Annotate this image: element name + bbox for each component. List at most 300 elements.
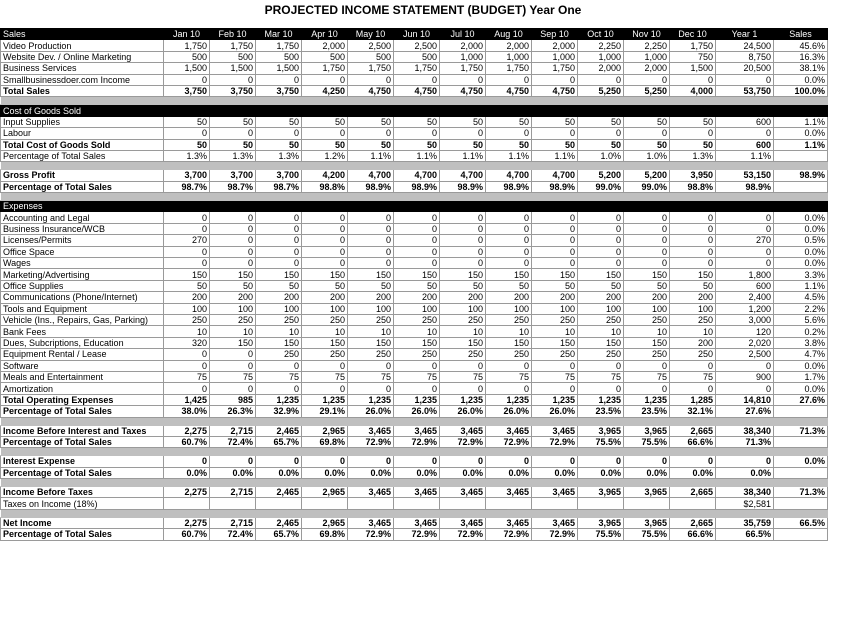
separator-cell	[1, 162, 828, 170]
row-value: 72.9%	[348, 436, 394, 447]
table-row	[1, 529, 828, 540]
row-value: 2,000	[486, 40, 532, 51]
row-value: 4,200	[302, 170, 348, 181]
row-value: 500	[164, 51, 210, 62]
row-value: 50	[210, 116, 256, 127]
column-header: Jul 10	[440, 29, 486, 40]
row-value: 2,500	[394, 40, 440, 51]
row-value: 0	[210, 349, 256, 360]
row-value: 0	[302, 128, 348, 139]
row-value: 75	[256, 371, 302, 382]
row-value: 69.8%	[302, 529, 348, 540]
row-value: 26.0%	[440, 406, 486, 417]
row-value: 200	[210, 292, 256, 303]
row-value: 250	[164, 314, 210, 325]
row-value: 1.3%	[670, 150, 716, 161]
row-value: 23.5%	[624, 406, 670, 417]
row-value: 4,750	[348, 85, 394, 96]
row-value	[774, 498, 828, 509]
row-value	[394, 498, 440, 509]
row-value: 27.6%	[716, 406, 774, 417]
row-value: 3,965	[578, 425, 624, 436]
row-label: Percentage of Total Sales	[1, 529, 164, 540]
header-blank-cell	[486, 105, 532, 116]
row-value: 0	[532, 456, 578, 467]
row-value: 1,235	[578, 394, 624, 405]
row-value: 1,235	[486, 394, 532, 405]
row-value: 2,000	[532, 40, 578, 51]
row-label: Input Supplies	[1, 116, 164, 127]
row-value: 98.9%	[532, 181, 578, 192]
row-value: 150	[256, 269, 302, 280]
row-value: 0	[532, 74, 578, 85]
column-header: Sales	[774, 29, 828, 40]
row-value: 53,150	[716, 170, 774, 181]
row-value: 26.3%	[210, 406, 256, 417]
row-value: 3,700	[256, 170, 302, 181]
row-value: 98.9%	[716, 181, 774, 192]
row-value: 2,965	[302, 425, 348, 436]
row-value: 0	[578, 383, 624, 394]
row-value: 250	[624, 349, 670, 360]
income-statement-table	[0, 28, 828, 541]
header-blank-cell	[302, 105, 348, 116]
table-row	[1, 326, 828, 337]
row-value: 5,250	[624, 85, 670, 96]
row-value: 75	[532, 371, 578, 382]
section-separator	[1, 162, 828, 170]
row-label: Wages	[1, 258, 164, 269]
row-value: 3,465	[440, 487, 486, 498]
row-value	[774, 181, 828, 192]
row-value: 0.5%	[774, 235, 828, 246]
row-value: 98.9%	[774, 170, 828, 181]
row-value: 250	[670, 349, 716, 360]
row-value: 0	[440, 246, 486, 257]
separator-cell	[1, 448, 828, 456]
row-value: 0	[624, 223, 670, 234]
table-row	[1, 40, 828, 51]
row-label: Office Supplies	[1, 280, 164, 291]
row-value: 0	[670, 74, 716, 85]
row-value: 50	[624, 139, 670, 150]
row-value: 0.0%	[774, 360, 828, 371]
row-value: 0	[486, 223, 532, 234]
row-value: 2,715	[210, 517, 256, 528]
row-value: 75	[210, 371, 256, 382]
row-value: 0	[256, 383, 302, 394]
row-value: 0.0%	[670, 467, 716, 478]
row-value: 900	[716, 371, 774, 382]
table-row	[1, 456, 828, 467]
row-value: 3,750	[210, 85, 256, 96]
row-value: 0	[716, 258, 774, 269]
section-header-row	[1, 105, 828, 116]
row-label: Amortization	[1, 383, 164, 394]
row-value: 10	[670, 326, 716, 337]
row-value: 0	[440, 223, 486, 234]
table-row	[1, 85, 828, 96]
row-value: 10	[256, 326, 302, 337]
row-value: 66.6%	[670, 529, 716, 540]
row-label: Percentage of Total Sales	[1, 406, 164, 417]
row-value: 60.7%	[164, 529, 210, 540]
row-value: 0	[348, 74, 394, 85]
row-value: 0	[256, 74, 302, 85]
row-value: 150	[302, 269, 348, 280]
row-value: 0.0%	[532, 467, 578, 478]
row-label: Net Income	[1, 517, 164, 528]
row-value: 1,750	[256, 40, 302, 51]
row-value: 3.3%	[774, 269, 828, 280]
row-value: 0	[440, 456, 486, 467]
row-value: 600	[716, 139, 774, 150]
row-value: 0	[348, 235, 394, 246]
row-label: Total Sales	[1, 85, 164, 96]
row-value: 10	[578, 326, 624, 337]
row-value: 1,235	[256, 394, 302, 405]
row-value: 1.1%	[774, 139, 828, 150]
row-value: 0.0%	[774, 212, 828, 223]
row-value: 250	[486, 349, 532, 360]
table-row	[1, 383, 828, 394]
row-value: 0	[164, 74, 210, 85]
row-value: 150	[624, 269, 670, 280]
row-label: Vehicle (Ins., Repairs, Gas, Parking)	[1, 314, 164, 325]
header-blank-cell	[716, 201, 774, 212]
row-value: 0	[624, 360, 670, 371]
row-value: 0	[624, 383, 670, 394]
row-value: 150	[210, 337, 256, 348]
row-value: 150	[440, 269, 486, 280]
row-value: 98.7%	[256, 181, 302, 192]
row-value: 250	[394, 314, 440, 325]
header-blank-cell	[774, 201, 828, 212]
table-row	[1, 394, 828, 405]
row-value: 0	[210, 128, 256, 139]
row-value: 1.7%	[774, 371, 828, 382]
row-label: Percentage of Total Sales	[1, 150, 164, 161]
row-value: 75	[302, 371, 348, 382]
row-value: 3,465	[486, 425, 532, 436]
row-value: 150	[486, 337, 532, 348]
row-value: 1,750	[486, 63, 532, 74]
row-value: 0.0%	[394, 467, 440, 478]
row-label: Business Insurance/WCB	[1, 223, 164, 234]
row-value: 2,500	[348, 40, 394, 51]
row-value: 2,715	[210, 487, 256, 498]
row-value: 0	[348, 456, 394, 467]
row-value: 0	[256, 235, 302, 246]
table-row	[1, 269, 828, 280]
column-header: Year 1	[716, 29, 774, 40]
row-value: 26.0%	[532, 406, 578, 417]
row-value: 38.0%	[164, 406, 210, 417]
row-value: 0.0%	[302, 467, 348, 478]
row-value: 72.9%	[348, 529, 394, 540]
row-value: 50	[670, 116, 716, 127]
row-value: 250	[394, 349, 440, 360]
header-blank-cell	[532, 105, 578, 116]
row-value: 1,500	[210, 63, 256, 74]
row-value: 0	[486, 360, 532, 371]
row-label: Equipment Rental / Lease	[1, 349, 164, 360]
row-value: 2.2%	[774, 303, 828, 314]
row-label: Total Operating Expenses	[1, 394, 164, 405]
row-value: 250	[578, 349, 624, 360]
row-label: Licenses/Permits	[1, 235, 164, 246]
row-value: 985	[210, 394, 256, 405]
row-value: 0.0%	[716, 467, 774, 478]
row-label: Bank Fees	[1, 326, 164, 337]
row-value: 1,235	[348, 394, 394, 405]
row-value: 0	[486, 235, 532, 246]
row-value: 270	[716, 235, 774, 246]
row-value: 50	[394, 280, 440, 291]
row-value: 50	[440, 139, 486, 150]
row-value: 0	[302, 383, 348, 394]
row-value	[302, 498, 348, 509]
row-value: 2,250	[578, 40, 624, 51]
column-header: Sep 10	[532, 29, 578, 40]
header-blank-cell	[210, 105, 256, 116]
row-value: 0	[164, 212, 210, 223]
row-value: 71.3%	[716, 436, 774, 447]
row-value: 0	[256, 360, 302, 371]
row-value: 120	[716, 326, 774, 337]
row-value: 0	[210, 235, 256, 246]
row-value: 500	[348, 51, 394, 62]
row-value: 75.5%	[624, 436, 670, 447]
row-value: 3,465	[348, 517, 394, 528]
row-value: 3,965	[578, 517, 624, 528]
row-label: Percentage of Total Sales	[1, 467, 164, 478]
row-value: 50	[394, 116, 440, 127]
row-value: 0	[302, 456, 348, 467]
row-value	[774, 150, 828, 161]
row-value: 3,465	[394, 487, 440, 498]
row-value: 200	[348, 292, 394, 303]
row-value: 65.7%	[256, 436, 302, 447]
row-value: 0	[210, 246, 256, 257]
row-value	[348, 498, 394, 509]
row-value: 200	[440, 292, 486, 303]
row-value: 50	[348, 116, 394, 127]
table-row	[1, 406, 828, 417]
row-value: 0	[624, 258, 670, 269]
row-value: 20,500	[716, 63, 774, 74]
section-header-row	[1, 29, 828, 40]
row-value: 100	[394, 303, 440, 314]
row-value: 0	[578, 223, 624, 234]
section-header-row	[1, 201, 828, 212]
row-value: 250	[302, 349, 348, 360]
row-value: 0	[670, 235, 716, 246]
income-statement-sheet	[0, 28, 828, 541]
row-value: 0	[164, 223, 210, 234]
row-value: 71.3%	[774, 487, 828, 498]
row-value: 2,000	[440, 40, 486, 51]
row-value: 0	[716, 383, 774, 394]
row-value: 72.4%	[210, 436, 256, 447]
column-header: Oct 10	[578, 29, 624, 40]
row-value: 69.8%	[302, 436, 348, 447]
row-value: 0	[164, 456, 210, 467]
row-value: 50	[578, 116, 624, 127]
row-value: 1,750	[394, 63, 440, 74]
row-label: Dues, Subcriptions, Education	[1, 337, 164, 348]
header-blank-cell	[440, 105, 486, 116]
row-value: 150	[486, 269, 532, 280]
row-value: 150	[440, 337, 486, 348]
row-value: 29.1%	[302, 406, 348, 417]
row-value: 1.2%	[302, 150, 348, 161]
row-value: 0	[486, 212, 532, 223]
table-row	[1, 280, 828, 291]
row-value: 200	[532, 292, 578, 303]
row-label: Percentage of Total Sales	[1, 181, 164, 192]
row-value: 0	[348, 246, 394, 257]
row-value: 150	[394, 269, 440, 280]
row-value: 5.6%	[774, 314, 828, 325]
row-value: 2,500	[716, 349, 774, 360]
row-value: 2,465	[256, 487, 302, 498]
row-value: 1,750	[302, 63, 348, 74]
header-blank-cell	[164, 201, 210, 212]
row-value: 1.3%	[164, 150, 210, 161]
row-value: 0	[670, 360, 716, 371]
row-value: 150	[302, 337, 348, 348]
row-value: 10	[440, 326, 486, 337]
row-value: 1.0%	[578, 150, 624, 161]
row-value: 50	[164, 139, 210, 150]
row-value: 3,465	[348, 425, 394, 436]
row-value: 0	[348, 383, 394, 394]
row-value: 72.9%	[532, 436, 578, 447]
row-value: 250	[670, 314, 716, 325]
row-value: 0	[256, 128, 302, 139]
row-value: 0	[348, 128, 394, 139]
row-value: 98.8%	[670, 181, 716, 192]
row-value: 0	[164, 258, 210, 269]
row-value: 75	[348, 371, 394, 382]
table-row	[1, 181, 828, 192]
row-value: 32.1%	[670, 406, 716, 417]
section-header-label: Expenses	[1, 201, 164, 212]
row-value: 150	[578, 269, 624, 280]
row-value: 3,465	[394, 425, 440, 436]
row-label: Income Before Interest and Taxes	[1, 425, 164, 436]
row-value: 150	[256, 337, 302, 348]
row-value: 0	[578, 212, 624, 223]
row-value: 100	[440, 303, 486, 314]
table-row	[1, 498, 828, 509]
header-blank-cell	[670, 201, 716, 212]
row-value: 1,000	[624, 51, 670, 62]
row-value: 4,000	[670, 85, 716, 96]
row-value: 0	[578, 258, 624, 269]
table-row	[1, 128, 828, 139]
row-value: 1,500	[256, 63, 302, 74]
row-value: 0	[532, 360, 578, 371]
row-value: 26.0%	[348, 406, 394, 417]
separator-cell	[1, 479, 828, 487]
row-value: 250	[578, 314, 624, 325]
row-value: 75	[164, 371, 210, 382]
row-value: 8,750	[716, 51, 774, 62]
column-header: Apr 10	[302, 29, 348, 40]
row-value: 98.9%	[486, 181, 532, 192]
row-value: 4,750	[486, 85, 532, 96]
row-value: 0	[164, 383, 210, 394]
row-value: 10	[624, 326, 670, 337]
row-value: 4,700	[440, 170, 486, 181]
row-value: 1,235	[624, 394, 670, 405]
row-value: 150	[578, 337, 624, 348]
row-value: 4.7%	[774, 349, 828, 360]
row-value: 72.9%	[440, 436, 486, 447]
row-value: 150	[532, 269, 578, 280]
row-value: 100	[210, 303, 256, 314]
row-value: 66.5%	[774, 517, 828, 528]
section-separator	[1, 417, 828, 425]
row-value: 2,020	[716, 337, 774, 348]
row-value: 0	[394, 223, 440, 234]
row-value: 50	[670, 280, 716, 291]
row-value: 4,250	[302, 85, 348, 96]
row-value: 50	[670, 139, 716, 150]
row-value: 75	[486, 371, 532, 382]
row-value: 10	[348, 326, 394, 337]
row-value: 0	[394, 383, 440, 394]
row-value: 0	[716, 246, 774, 257]
row-value: 1,500	[670, 63, 716, 74]
row-value: 1.1%	[394, 150, 440, 161]
row-value: 99.0%	[624, 181, 670, 192]
section-header-label: Cost of Goods Sold	[1, 105, 164, 116]
row-value: 72.4%	[210, 529, 256, 540]
row-value: 0	[624, 246, 670, 257]
row-label: Gross Profit	[1, 170, 164, 181]
row-value: 98.7%	[164, 181, 210, 192]
row-value: 53,750	[716, 85, 774, 96]
row-value: 0	[486, 456, 532, 467]
row-value: 600	[716, 116, 774, 127]
row-value: 98.8%	[302, 181, 348, 192]
row-value: 0	[670, 258, 716, 269]
row-value: 75.5%	[578, 436, 624, 447]
table-row	[1, 517, 828, 528]
row-value	[624, 498, 670, 509]
row-value: 250	[624, 314, 670, 325]
row-value: 50	[394, 139, 440, 150]
row-value: 250	[348, 314, 394, 325]
header-blank-cell	[670, 105, 716, 116]
row-value: 0	[302, 246, 348, 257]
row-value: 65.7%	[256, 529, 302, 540]
row-value: 60.7%	[164, 436, 210, 447]
row-value: 0	[624, 212, 670, 223]
row-value: 320	[164, 337, 210, 348]
row-value: 3,465	[394, 517, 440, 528]
row-value: 0	[210, 223, 256, 234]
row-label: Meals and Entertainment	[1, 371, 164, 382]
header-blank-cell	[256, 105, 302, 116]
row-value: 72.9%	[486, 436, 532, 447]
row-value: 600	[716, 280, 774, 291]
row-value: 0	[394, 258, 440, 269]
row-value: 100	[532, 303, 578, 314]
